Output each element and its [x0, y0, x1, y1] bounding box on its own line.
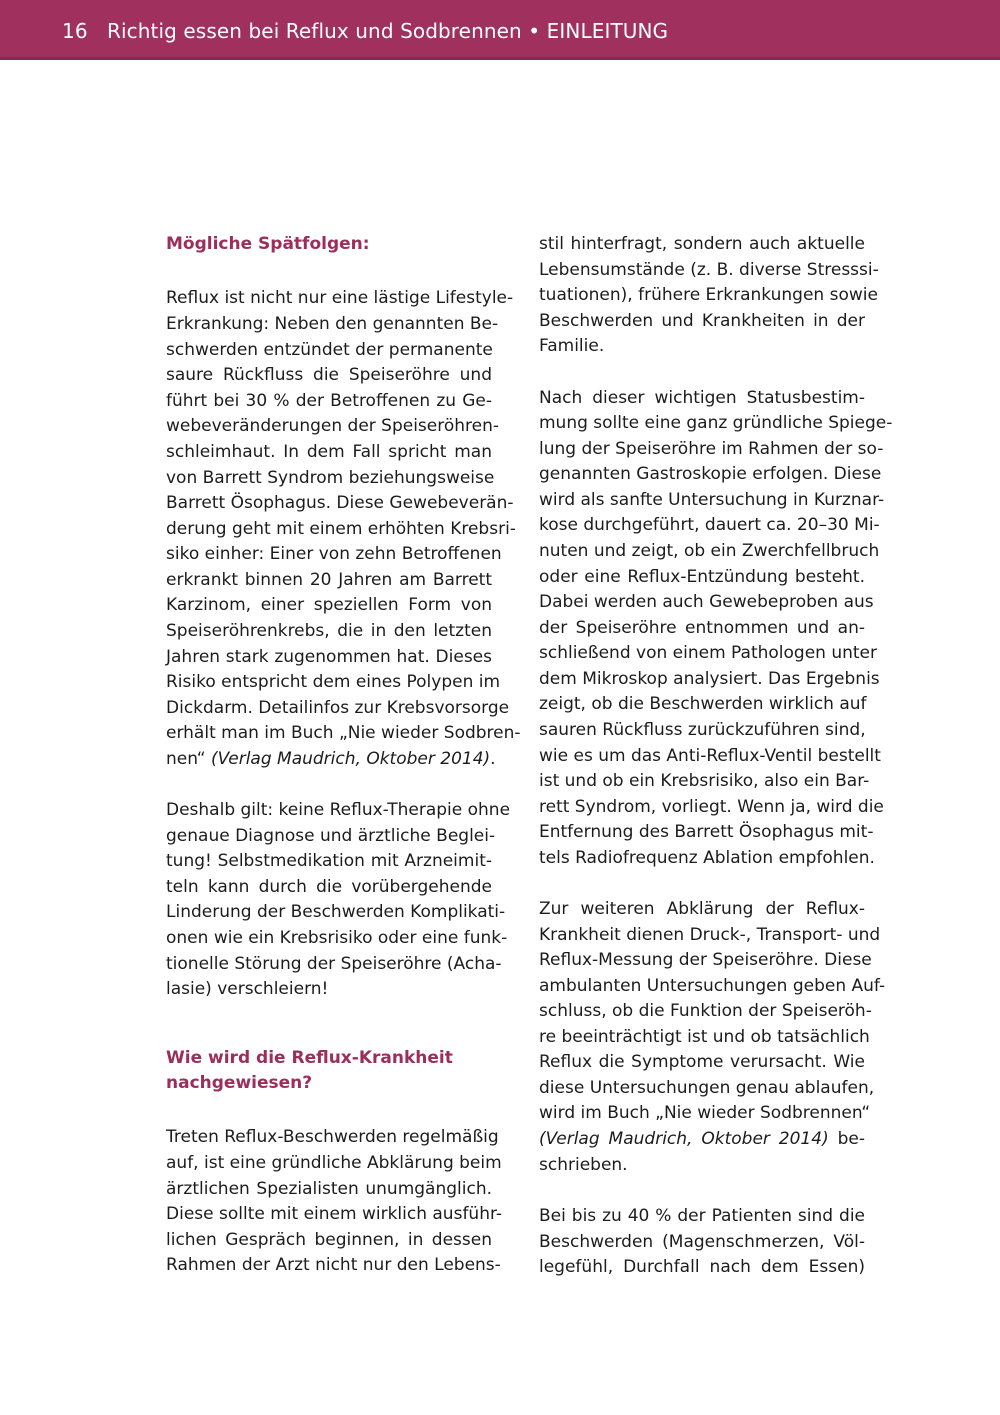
text-line: wird als sanfte Untersuchung in Kurznar- — [539, 490, 885, 510]
text-line: Krankheit dienen Druck-, Transport- und — [539, 925, 881, 945]
text-line: onen wie ein Krebsrisiko oder eine funk- — [166, 928, 508, 948]
text-line: nuten und zeigt, ob ein Zwerchfellbruch — [539, 541, 880, 561]
section-heading: Wie wird die Reflux-Krankheit — [166, 1048, 453, 1068]
text-line: ärztlichen Spezialisten unumgänglich. — [166, 1179, 492, 1199]
text-line: mung sollte eine ganz gründliche Spiege- — [539, 413, 893, 433]
text-line: der Speiseröhre entnommen und an- — [539, 618, 865, 638]
text-line: erhält man im Buch „Nie wieder Sodbren- — [166, 723, 521, 743]
text-line: auf, ist eine gründliche Abklärung beim — [166, 1153, 502, 1173]
text-line: schluss, ob die Funktion der Speiseröh- — [539, 1001, 872, 1021]
text-line: genaue Diagnose und ärztliche Beglei- — [166, 826, 496, 846]
text-line: lasie) verschleiern! — [166, 979, 329, 999]
text-line: Entfernung des Barrett Ösophagus mit- — [539, 822, 874, 842]
text-line: Erkrankung: Neben den genannten Be- — [166, 314, 499, 334]
citation-italic: (Verlag Maudrich, Oktober 2014) — [210, 749, 491, 769]
text-line: wird im Buch „Nie wieder Sodbrennen“ — [539, 1103, 871, 1123]
text-line: ist und ob ein Krebsrisiko, also ein Bar- — [539, 771, 870, 791]
text-line: Familie. — [539, 336, 605, 356]
text-line: Karzinom, einer speziellen Form von — [166, 595, 492, 615]
text-line: Dickdarm. Detailinfos zur Krebsvorsorge — [166, 698, 510, 718]
text-line: Reflux die Symptome verursacht. Wie — [539, 1052, 865, 1072]
text-line: (Verlag Maudrich, Oktober 2014) be- — [539, 1129, 865, 1149]
text-line: derung geht mit einem erhöhten Krebsri- — [166, 519, 516, 539]
text-line: tung! Selbstmedikation mit Arzneimit- — [166, 851, 492, 871]
text-line: Deshalb gilt: keine Reflux-Therapie ohne — [166, 800, 511, 820]
text-line: ambulanten Untersuchungen geben Auf- — [539, 976, 886, 996]
text-line: Diese sollte mit einem wirklich ausführ- — [166, 1204, 503, 1224]
text-line: dem Mikroskop analysiert. Das Ergebnis — [539, 669, 880, 689]
text-line: Rahmen der Arzt nicht nur den Lebens- — [166, 1255, 501, 1275]
header-separator: • — [528, 19, 541, 43]
text-line: Dabei werden auch Gewebeproben aus — [539, 592, 874, 612]
text-line: schleimhaut. In dem Fall spricht man — [166, 442, 492, 462]
text-line: Bei bis zu 40 % der Patienten sind die — [539, 1206, 865, 1226]
section-name: EINLEITUNG — [546, 19, 669, 43]
text-line: Lebensumstände (z. B. diverse Stresssi- — [539, 260, 879, 280]
text-line: Risiko entspricht dem eines Polypen im — [166, 672, 501, 692]
page-number: 16 — [62, 19, 88, 43]
text-line: Beschwerden (Magenschmerzen, Völ- — [539, 1232, 865, 1252]
text-line: führt bei 30 % der Betroffenen zu Ge- — [166, 391, 492, 411]
text-line: lung der Speiseröhre im Rahmen der so- — [539, 439, 884, 459]
text-line: genannten Gastroskopie erfolgen. Diese — [539, 464, 882, 484]
text-line: erkrankt binnen 20 Jahren am Barrett — [166, 570, 492, 590]
citation-italic: (Verlag Maudrich, Oktober 2014) — [539, 1129, 829, 1149]
text-line: nen“ (Verlag Maudrich, Oktober 2014). — [166, 749, 496, 769]
text-line: Barrett Ösophagus. Diese Gewebeverän- — [166, 493, 514, 513]
header-text — [62, 17, 668, 45]
text-line: Zur weiteren Abklärung der Reflux- — [539, 899, 865, 919]
text-line: rett Syndrom, vorliegt. Wenn ja, wird die — [539, 797, 884, 817]
text-line: re beeinträchtigt ist und ob tatsächlich — [539, 1027, 870, 1047]
text-line: diese Untersuchungen genau ablaufen, — [539, 1078, 875, 1098]
text-line: wie es um das Anti-Reflux-Ventil bestellt — [539, 746, 881, 766]
text-line: Jahren stark zugenommen hat. Dieses — [166, 647, 492, 667]
text-line: sauren Rückfluss zurückzuführen sind, — [539, 720, 866, 740]
text-line: saure Rückfluss die Speiseröhre und — [166, 365, 492, 385]
text-line: Reflux ist nicht nur eine lästige Lifestyle- — [166, 288, 514, 308]
text-line: siko einher: Einer von zehn Betroffenen — [166, 544, 502, 564]
text-line: tels Radiofrequenz Ablation empfohlen. — [539, 848, 875, 868]
text-line: tionelle Störung der Speiseröhre (Acha- — [166, 954, 502, 974]
running-title: Richtig essen bei Reflux und Sodbrennen — [107, 19, 522, 43]
text-line: schließend von einem Pathologen unter — [539, 643, 877, 663]
text-line: Beschwerden und Krankheiten in der — [539, 311, 865, 331]
text-line: Nach dieser wichtigen Statusbestim- — [539, 388, 865, 408]
text-line: schrieben. — [539, 1155, 628, 1175]
text-line: oder eine Reflux-Entzündung besteht. — [539, 567, 865, 587]
text-line: stil hinterfragt, sondern auch aktuelle — [539, 234, 865, 254]
text-line: tuationen), frühere Erkrankungen sowie — [539, 285, 878, 305]
text-line: kose durchgeführt, dauert ca. 20–30 Mi- — [539, 515, 880, 535]
text-line: schwerden entzündet der permanente — [166, 340, 493, 360]
text-line: Reflux-Messung der Speiseröhre. Diese — [539, 950, 872, 970]
section-heading: nachgewiesen? — [166, 1073, 313, 1093]
text-line: zeigt, ob die Beschwerden wirklich auf — [539, 694, 867, 714]
text-line: Treten Reflux-Beschwerden regelmäßig — [166, 1127, 499, 1147]
section-heading: Mögliche Spätfolgen: — [166, 234, 370, 254]
running-header — [0, 0, 1000, 60]
text-line: teln kann durch die vorübergehende — [166, 877, 492, 897]
text-line: von Barrett Syndrom beziehungsweise — [166, 468, 495, 488]
text-line: legefühl, Durchfall nach dem Essen) — [539, 1257, 865, 1277]
text-line: Linderung der Beschwerden Komplikati- — [166, 902, 506, 922]
text-line: webeveränderungen der Speiseröhren- — [166, 416, 500, 436]
text-line: Speiseröhrenkrebs, die in den letzten — [166, 621, 492, 641]
text-line: lichen Gespräch beginnen, in dessen — [166, 1230, 492, 1250]
